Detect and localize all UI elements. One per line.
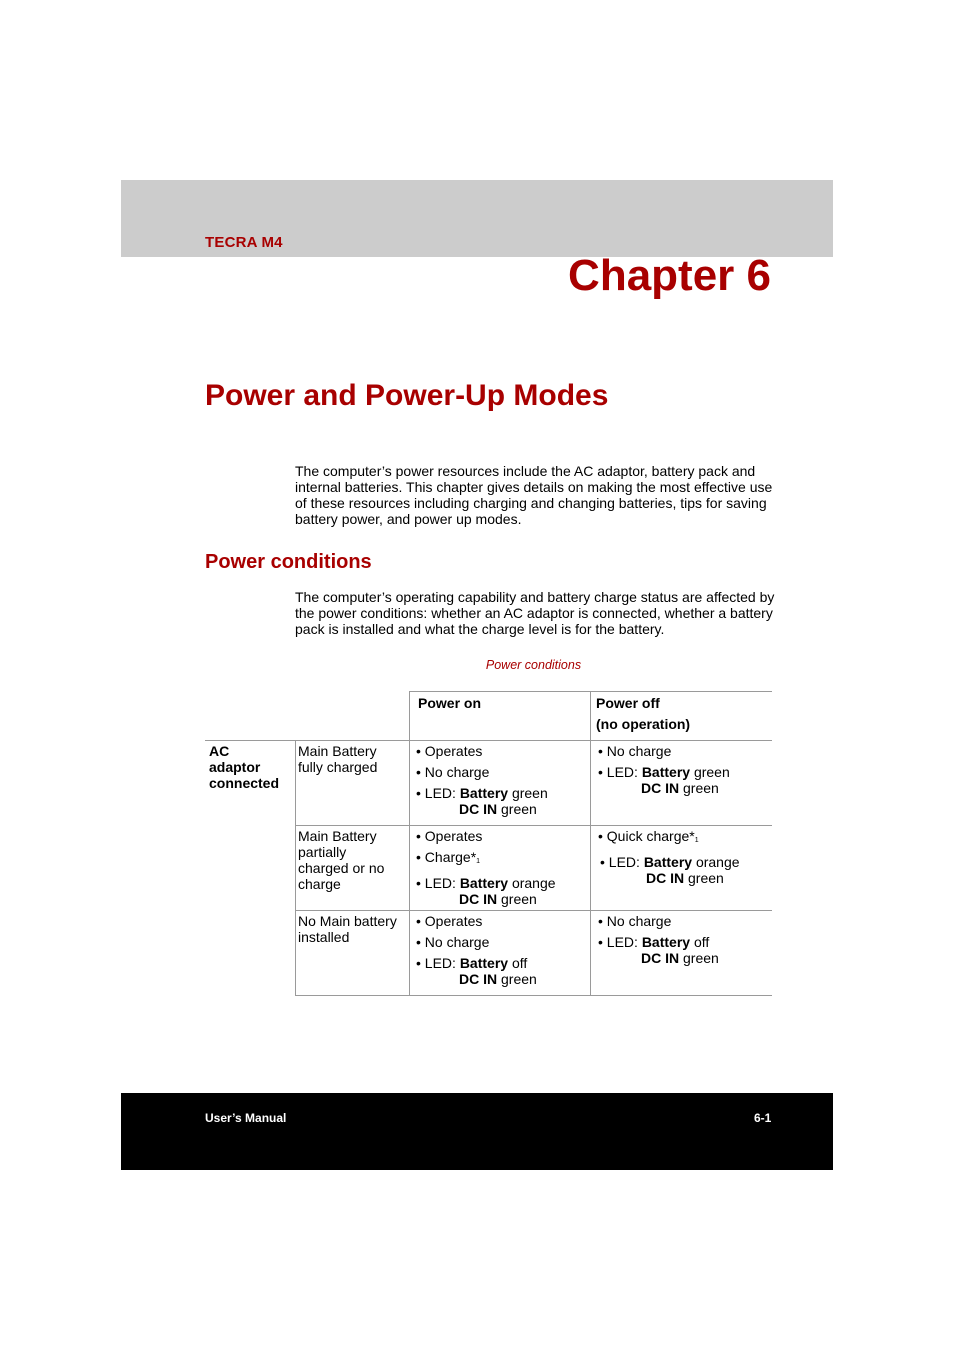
page-title: Power and Power-Up Modes [205,379,609,412]
header-power-on: Power on [418,695,482,711]
power-on-cell: • Operates • No charge • LED: Battery off DC IN green [416,913,537,987]
power-off-cell: • Quick charge*1 • LED: Battery orange DC IN green [598,828,740,886]
power-on-cell: • Operates • Charge*1 • LED: Battery orange DC IN green [416,828,556,907]
condition-cell: Main Battery partially charged or no charge [298,828,385,892]
section-heading: Power conditions [205,551,372,573]
table-rule [590,691,591,995]
table-rule [295,995,772,996]
table-rule [409,691,410,995]
footer-manual-label: User’s Manual [205,1111,287,1125]
table-caption: Power conditions [485,658,582,672]
page-number: 6-1 [754,1111,772,1125]
product-name: TECRA M4 [205,234,283,251]
header-power-off: Power off (no operation) [596,695,691,732]
footer-band [121,1093,833,1170]
table-rule [205,740,772,741]
table-rule [295,740,296,995]
condition-cell: No Main battery installed [298,913,397,945]
condition-cell: Main Battery fully charged [298,743,378,775]
table-rule [295,910,772,911]
table-rule [409,691,772,692]
chapter-heading: Chapter 6 [568,251,771,300]
table-rule [295,825,772,826]
section-paragraph: The computer’s operating capability and battery charge status are affected by the power conditions: whether an AC adaptor is connected, whether a battery pack is installed and what the charge level is for the battery. [295,589,775,637]
power-on-cell: • Operates • No charge • LED: Battery green DC IN green [416,743,548,817]
intro-paragraph: The computer’s power resources include the AC adaptor, battery pack and internal batteries. This chapter gives details on making the most effective use of these resources including charging and changing batteries, tips for saving battery power, and power up modes. [295,463,773,527]
row-group-ac-adaptor: AC adaptor connected [209,743,280,791]
power-off-cell: • No charge • LED: Battery off DC IN green [598,913,719,966]
power-off-cell: • No charge • LED: Battery green DC IN green [598,743,730,796]
